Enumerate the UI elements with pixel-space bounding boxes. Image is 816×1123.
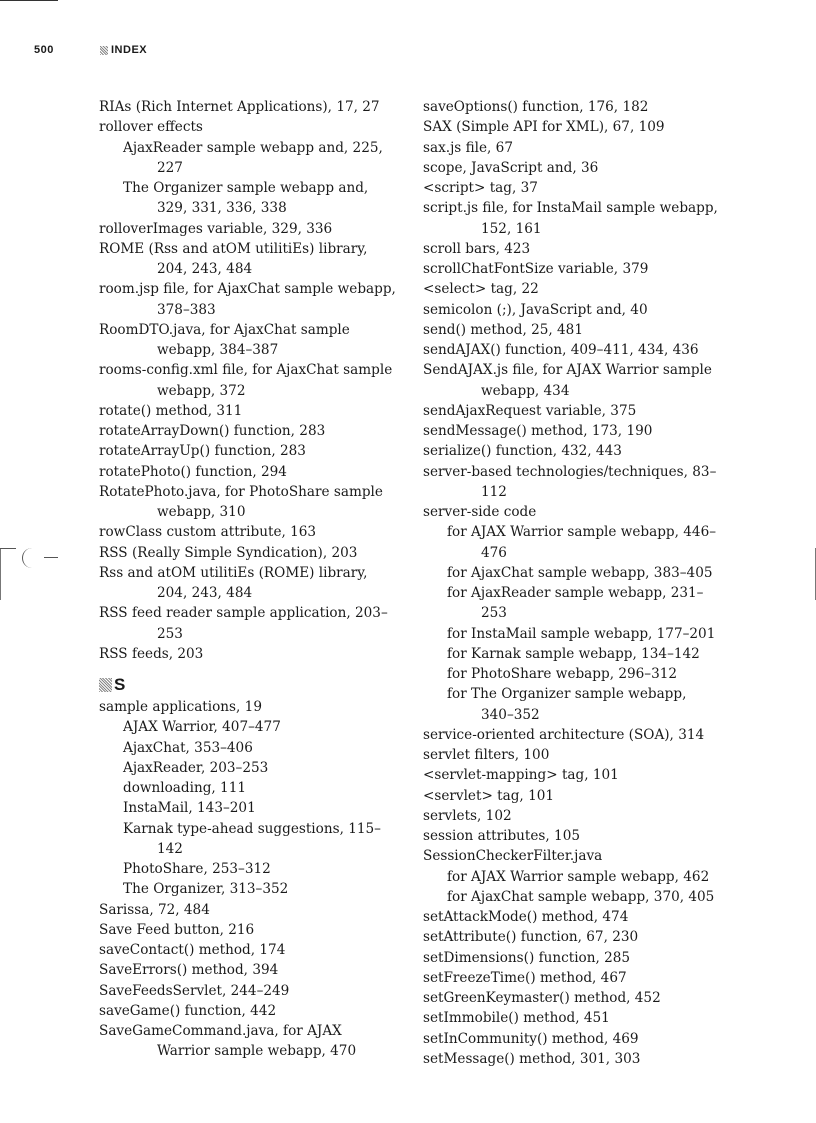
index-subentry: for The Organizer sample webapp, 340–352 — [447, 686, 687, 723]
index-entry: <script> tag, 37 — [423, 180, 538, 196]
registration-mark-line — [0, 548, 16, 549]
index-entry: rotatePhoto() function, 294 — [99, 463, 287, 480]
index-entry: rotateArrayDown() function, 283 — [99, 423, 326, 439]
index-subentry: AJAX Warrior, 407–477 — [123, 719, 281, 736]
index-column-left — [99, 97, 399, 1062]
index-entry: session attributes, 105 — [423, 828, 580, 844]
index-entry: sample applications, 19 — [99, 699, 262, 715]
index-entry: setGreenKeymaster() method, 452 — [423, 990, 661, 1006]
index-subentry: InstaMail, 143–201 — [123, 800, 256, 817]
index-entry: SaveFeedsServlet, 244–249 — [99, 982, 290, 999]
left-entries-before-section — [99, 97, 399, 664]
index-subentry: PhotoShare, 253–312 — [123, 861, 271, 877]
index-entry: Rss and atOM utilitiEs (ROME) library, 204, 243, 484 — [99, 564, 368, 601]
index-entry: setDimensions() function, 285 — [423, 949, 631, 966]
index-entry: rowClass custom attribute, 163 — [99, 524, 317, 541]
index-entry: rooms-config.xml file, for AjaxChat sample webapp, 372 — [99, 362, 393, 399]
index-entry: setAttackMode() method, 474 — [423, 909, 629, 925]
index-entry: setFreezeTime() method, 467 — [423, 969, 627, 986]
index-subentry: for AJAX Warrior sample webapp, 446–476 — [447, 524, 717, 561]
index-entry: scope, JavaScript and, 36 — [423, 159, 599, 176]
index-entry: SessionCheckerFilter.java — [423, 848, 603, 865]
index-entry: SAX (Simple API for XML), 67, 109 — [423, 119, 665, 136]
index-subentry: The Organizer sample webapp and, 329, 331, 336, 338 — [123, 180, 369, 217]
hatched-square-icon — [99, 678, 112, 692]
index-entry: rolloverImages variable, 329, 336 — [99, 220, 333, 237]
index-entry: servlets, 102 — [423, 807, 512, 824]
section-letter: S — [114, 675, 126, 694]
page-number: 500 — [34, 44, 54, 56]
index-entry: RSS feed reader sample application, 203–253 — [99, 605, 388, 642]
index-entry: script.js file, for InstaMail sample webapp, 152, 161 — [423, 200, 718, 237]
index-entry: setMessage() method, 301, 303 — [423, 1050, 641, 1067]
index-entry: Save Feed button, 216 — [99, 921, 255, 938]
index-subentry: for AjaxChat sample webapp, 383–405 — [447, 564, 713, 581]
index-entry: saveGame() function, 442 — [99, 1002, 277, 1019]
index-subentry: for PhotoShare webapp, 296–312 — [447, 666, 678, 682]
index-entry: send() method, 25, 481 — [423, 321, 583, 338]
index-subentry: AjaxReader sample webapp and, 225, 227 — [123, 139, 383, 176]
index-entry: saveOptions() function, 176, 182 — [423, 99, 649, 115]
index-column-right — [423, 97, 723, 1069]
index-subentry: AjaxChat, 353–406 — [123, 739, 253, 756]
index-entry: server-side code — [423, 504, 537, 520]
index-entry: scrollChatFontSize variable, 379 — [423, 261, 649, 277]
index-subentry: AjaxReader, 203–253 — [123, 759, 269, 776]
index-subentry: The Organizer, 313–352 — [123, 881, 289, 898]
index-entry: RotatePhoto.java, for PhotoShare sample webapp, 310 — [99, 483, 383, 520]
index-entry: setImmobile() method, 451 — [423, 1010, 610, 1027]
index-subentry: downloading, 111 — [123, 780, 247, 796]
index-entry: server-based technologies/techniques, 83–112 — [423, 463, 717, 500]
index-entry: <select> tag, 22 — [423, 281, 539, 298]
header-label-text: INDEX — [111, 44, 148, 56]
index-entry: rotateArrayUp() function, 283 — [99, 443, 306, 460]
index-entry: rollover effects — [99, 119, 203, 136]
crop-mark-left — [0, 548, 1, 600]
index-subentry: for AjaxReader sample webapp, 231–253 — [447, 585, 704, 622]
right-entries — [423, 97, 723, 1069]
index-entry: scroll bars, 423 — [423, 240, 531, 257]
index-entry: rotate() method, 311 — [99, 402, 243, 419]
crop-mark-top — [0, 0, 58, 1]
index-entry: RSS (Really Simple Syndication), 203 — [99, 544, 358, 561]
index-entry: ROME (Rss and atOM utilitiEs) library, 204, 243, 484 — [99, 240, 368, 277]
index-entry: sendAJAX() function, 409–411, 434, 436 — [423, 342, 699, 358]
registration-mark-line-2 — [44, 557, 58, 558]
index-entry: servlet filters, 100 — [423, 747, 550, 763]
index-entry: room.jsp file, for AjaxChat sample webapp, 378–383 — [99, 281, 396, 318]
index-entry: RSS feeds, 203 — [99, 645, 204, 662]
index-entry: <servlet> tag, 101 — [423, 787, 555, 804]
index-entry: saveContact() method, 174 — [99, 942, 286, 958]
index-entry: sax.js file, 67 — [423, 139, 513, 156]
index-entry: semicolon (;), JavaScript and, 40 — [423, 301, 648, 318]
index-entry: SaveErrors() method, 394 — [99, 962, 279, 979]
index-entry: sendAjaxRequest variable, 375 — [423, 402, 637, 419]
section-heading — [99, 674, 399, 696]
index-entry: SaveGameCommand.java, for AJAX Warrior sample webapp, 470 — [99, 1023, 357, 1060]
left-entries-after-section — [99, 697, 399, 1062]
index-subentry: for AJAX Warrior sample webapp, 462 — [447, 868, 710, 885]
index-subentry: for Karnak sample webapp, 134–142 — [447, 645, 700, 662]
index-subentry: for AjaxChat sample webapp, 370, 405 — [447, 888, 715, 905]
index-entry: service-oriented architecture (SOA), 314 — [423, 726, 705, 743]
index-entry: Sarissa, 72, 484 — [99, 901, 210, 918]
hatched-square-icon — [100, 46, 108, 55]
index-entry: SendAJAX.js file, for AJAX Warrior sample webapp, 434 — [423, 362, 712, 399]
index-entry: sendMessage() method, 173, 190 — [423, 423, 653, 439]
index-subentry: Karnak type-ahead suggestions, 115–142 — [123, 820, 381, 857]
index-entry: serialize() function, 432, 443 — [423, 443, 622, 460]
index-entry: <servlet-mapping> tag, 101 — [423, 767, 619, 784]
index-entry: setAttribute() function, 67, 230 — [423, 929, 639, 946]
index-subentry: for InstaMail sample webapp, 177–201 — [447, 625, 716, 642]
index-entry: setInCommunity() method, 469 — [423, 1030, 639, 1047]
registration-mark-arc — [22, 548, 41, 568]
index-entry: RoomDTO.java, for AjaxChat sample webapp, 384–387 — [99, 321, 350, 358]
header-section-label — [100, 44, 147, 56]
index-entry: RIAs (Rich Internet Applications), 17, 27 — [99, 99, 380, 115]
